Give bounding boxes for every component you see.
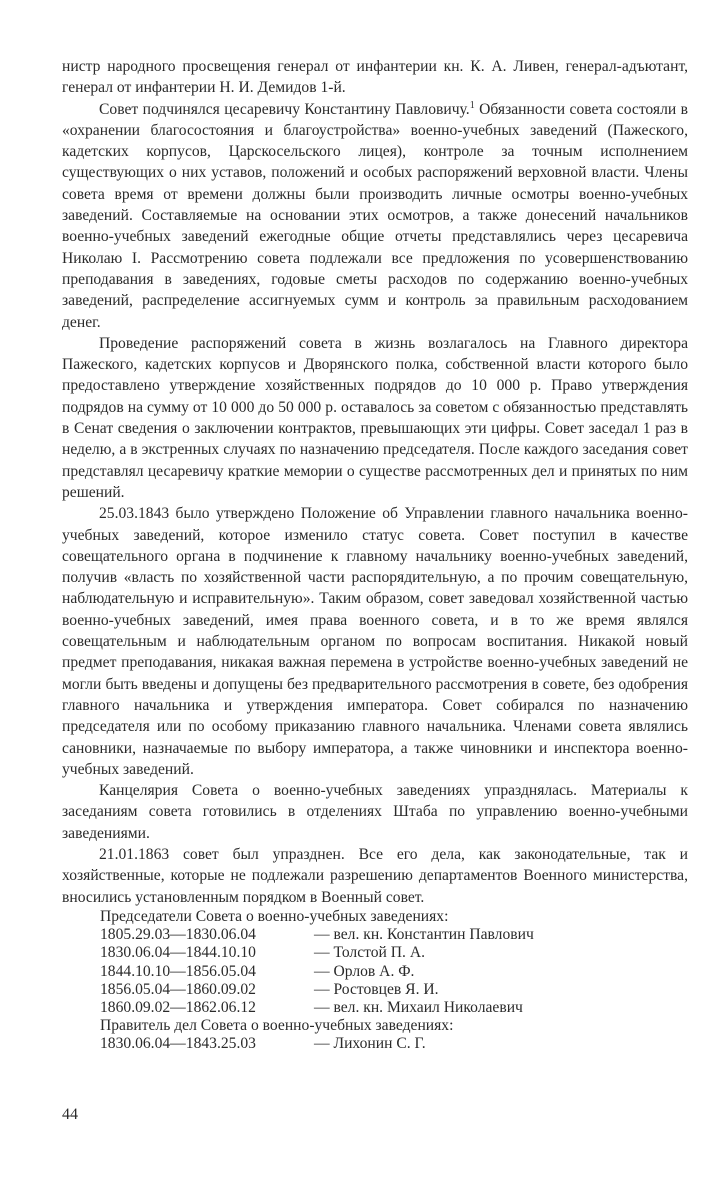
sentence-duties: Обязанности совета состояли в «охранении благосостояния и благоустройства» военно-учебных заведений (Пажеского, кадетских корпусов, Царскосельского лицея), контроле за точным исполнением существующих о них уставов, положений и особых распоряжений верховной власти. Члены совета время от времени должны были производить личные осмотры военно-учебных заведений. Составляемые на основании этих осмотров, а также донесений начальников военно-учебных заведений ежегодные общие отчеты представлялись через цесаревича Николаю I. Рассмотрению совета подлежали все предложения по усовершенствованию преподавания в заведениях, годовые сметы расходов по содержанию военно-учебных заведений, распределение ассигнуемых сумм и контроль за правильным расходованием денег.	[62, 100, 688, 331]
list-item	[100, 944, 534, 962]
list-item	[100, 999, 534, 1017]
paragraph-1843-regulation: 25.03.1843 было утверждено Положение об Управлении главного начальника военно-учебных заведений, которое изменило статус совета. Совет поступил в качестве совещательного органа в подчинение к главному начальнику военно-учебных заведений, получив «власть по хозяйственной части распорядительную, а по прочим совещательную, наблюдательную и исправительную». Таким образом, совет заведовал хозяйственной частью военно-учебных заведений, имея права военного совета, и в то же время являлся совещательным и наблюдательным органом по вопросам воспитания. Никакой новый предмет преподавания, никакая важная перемена в устройстве военно-учебных заведений не могли быть введены и допущены без предварительного рассмотрения в совете, без одобрения главного начальника и утверждения императора. Совет собирался по назначению председателя или по особому приказанию главного начальника. Членами совета являлись сановники, назначаемые по выбору императора, а также чиновники и инспектора военно-учебных заведений.	[62, 505, 688, 778]
paragraph-chancellery: Канцелярия Совета о военно-учебных заведениях упразднялась. Материалы к заседаниям совета готовились в отделениях Штаба по управлению военно-учебными заведениями.	[62, 782, 688, 842]
footnote-mark: 1	[469, 99, 475, 111]
secretary-heading: Правитель дел Совета о военно-учебных заведениях:	[100, 1017, 454, 1035]
term-dates: 1830.06.04—1843.25.03	[100, 1035, 256, 1053]
paragraph-abolition: 21.01.1863 совет был упразднен. Все его дела, как законодательные, так и хозяйственные, которые не подлежали разрешению департаментов Военного министерства, вносились установленным порядком в Военный совет.	[62, 845, 688, 906]
chairmen-heading: Председатели Совета о военно-учебных заведениях:	[100, 908, 449, 925]
list-item	[100, 1035, 534, 1053]
official-name: — вел. кн. Константин Павлович	[314, 926, 534, 944]
list-item	[100, 963, 534, 981]
term-dates: 1805.29.03—1830.06.04	[100, 926, 256, 944]
paragraph-execution: Проведение распоряжений совета в жизнь возлагалось на Главного директора Пажеского, кадетских корпусов и Дворянского полка, собственной власти которого было предоставлено утверждение хозяйственных подрядов до 10 000 р. Право утверждения подрядов на сумму от 10 000 до 50 000 р. оставалось за советом с обязанностью представлять в Сенат сведения о заключении контрактов, превышающих эти цифры. Совет заседал 1 раз в неделю, а в экстренных случаях по назначению председателя. После каждого заседания совет представлял цесаревичу краткие мемории о существе рассмотренных дел и принятых по ним решений.	[62, 334, 688, 501]
page-number: 44	[62, 1106, 78, 1123]
sentence-subordination: Совет подчинялся цесаревичу Константину Павловичу.	[99, 100, 470, 118]
body-text	[62, 56, 688, 908]
official-name: — вел. кн. Михаил Николаевич	[314, 999, 523, 1017]
term-dates: 1856.05.04—1860.09.02	[100, 980, 256, 998]
official-name: — Орлов А. Ф.	[314, 962, 415, 980]
term-dates: 1844.10.10—1856.05.04	[100, 962, 256, 980]
official-name: — Ростовцев Я. И.	[314, 980, 439, 998]
official-name: — Лихонин С. Г.	[314, 1035, 426, 1053]
officials-list	[100, 908, 534, 1054]
official-name: — Толстой П. А.	[314, 944, 426, 962]
term-dates: 1830.06.04—1844.10.10	[100, 944, 256, 962]
paragraph-continued: нистр народного просвещения генерал от инфантерии кн. К. А. Ливен, генерал-адъютант, генерал от инфантерии Н. И. Демидов 1-й.	[62, 58, 688, 97]
list-item	[100, 926, 534, 944]
paragraph-council-duties	[62, 99, 688, 333]
list-item	[100, 981, 534, 999]
term-dates: 1860.09.02—1862.06.12	[100, 999, 256, 1017]
